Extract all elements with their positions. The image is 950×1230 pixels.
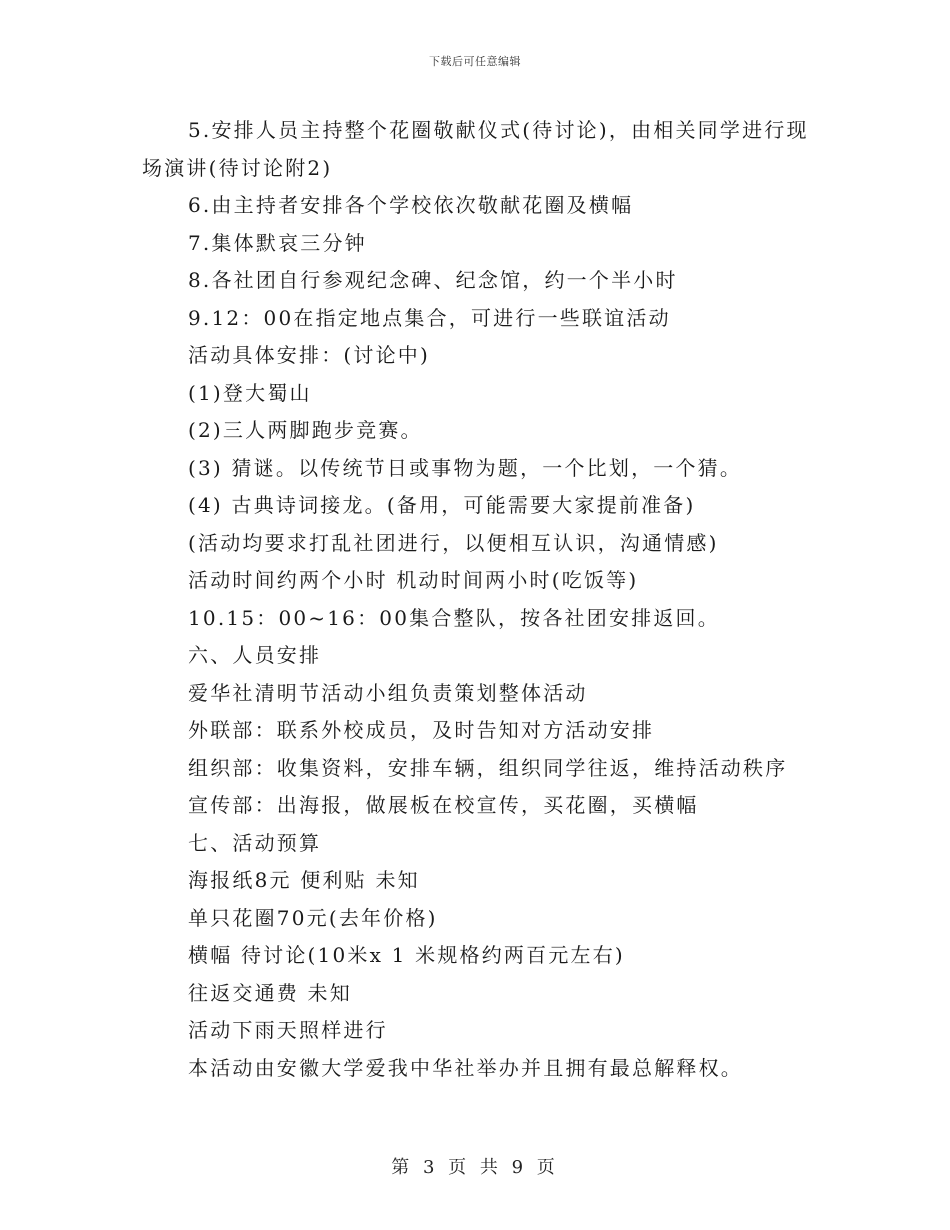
text-line: 场演讲(待讨论附2) [142, 155, 333, 180]
text-line: 8.各社团自行参观纪念碑、纪念馆，约一个半小时 [188, 268, 678, 292]
budget-item: 单只花圈70元(去年价格) [188, 905, 438, 930]
text-line: (活动均要求打乱社团进行，以便相互认识，沟通情感) [188, 530, 719, 555]
text-line: 活动时间约两个小时 机动时间两小时(吃饭等) [188, 568, 639, 592]
page-header: 下载后可任意编辑 [429, 55, 521, 68]
section-heading: 六、人员安排 [188, 643, 322, 667]
text-line: 爱华社清明节活动小组负责策划整体活动 [188, 680, 588, 705]
text-line: 活动下雨天照样进行 [188, 1018, 388, 1042]
text-line: 本活动由安徽大学爱我中华社举办并且拥有最总解释权。 [188, 1055, 743, 1080]
list-item: (1)登大蜀山 [188, 380, 312, 405]
page-number-footer: 第 3 页 共 9 页 [391, 1157, 559, 1178]
budget-item: 海报纸8元 便利贴 未知 [188, 868, 420, 892]
budget-item: 往返交通费 未知 [188, 980, 352, 1005]
text-line: 9.12：00在指定地点集合，可进行一些联谊活动 [188, 305, 671, 330]
text-line: 6.由主持者安排各个学校依次敬献花圈及横幅 [188, 193, 634, 217]
text-line: 7.集体默哀三分钟 [188, 230, 367, 255]
text-line: 10.15：00~16：00集合整队，按各社团安排返回。 [188, 605, 720, 630]
text-line: 组织部：收集资料，安排车辆，组织同学往返，维持活动秩序 [188, 755, 788, 780]
text-line: 活动具体安排：(讨论中) [188, 343, 431, 367]
document-body [0, 112, 950, 1087]
section-heading: 七、活动预算 [188, 830, 322, 855]
list-item: (4) 古典诗词接龙。(备用，可能需要大家提前准备) [188, 493, 696, 517]
text-line: 宣传部：出海报，做展板在校宣传，买花圈，买横幅 [188, 793, 699, 817]
text-line: 5.安排人员主持整个花圈敬献仪式(待讨论)，由相关同学进行现 [188, 118, 809, 142]
budget-item: 横幅 待讨论(10米x 1 米规格约两百元左右) [188, 943, 625, 967]
list-item: (2)三人两脚跑步竞赛。 [188, 418, 423, 442]
text-line: 外联部：联系外校成员，及时告知对方活动安排 [188, 718, 655, 742]
list-item: (3) 猜谜。以传统节日或事物为题，一个比划，一个猜。 [188, 455, 743, 480]
